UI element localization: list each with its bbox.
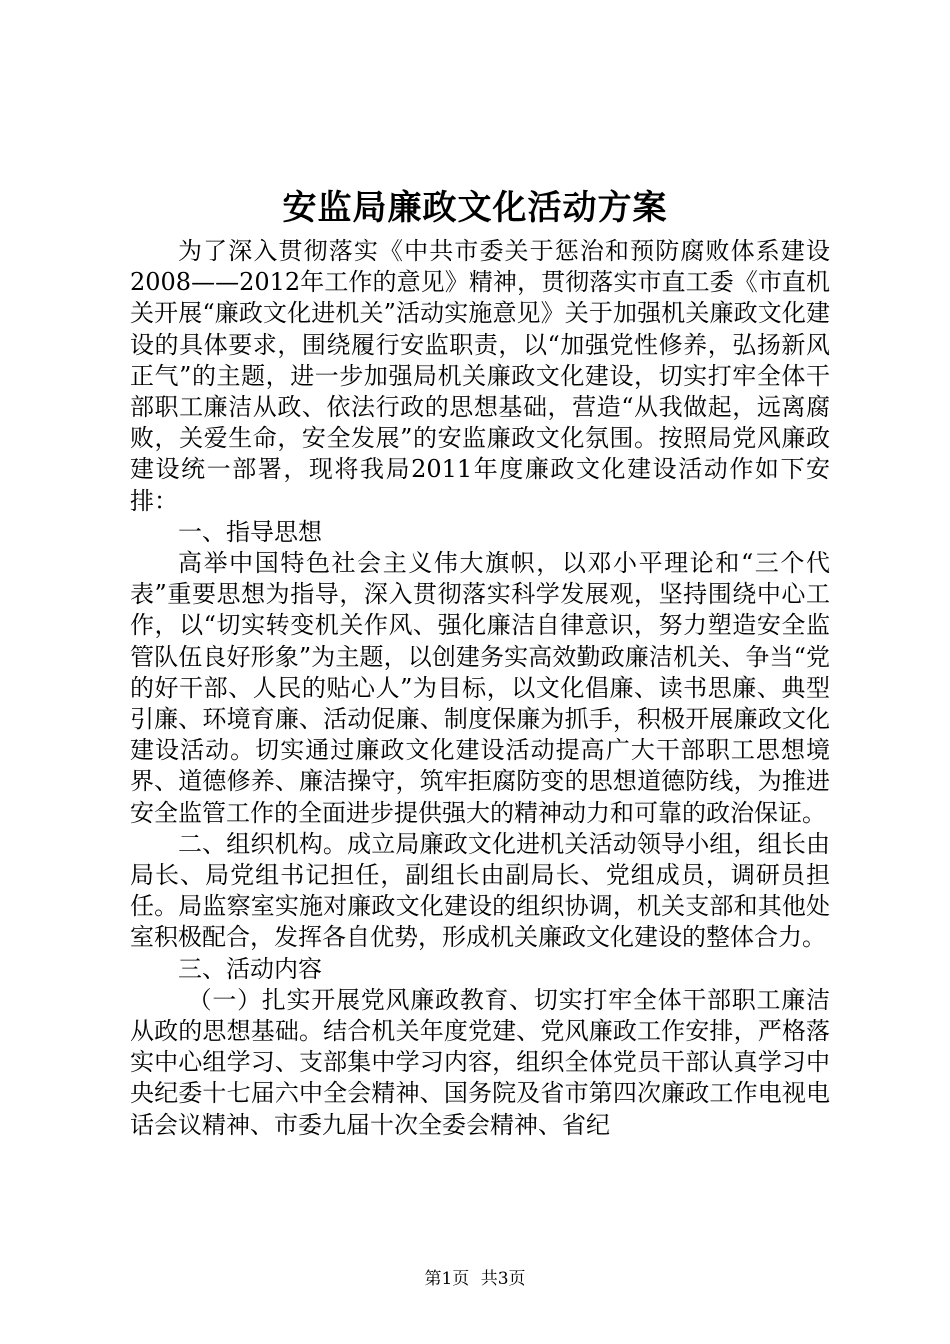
page-total: 共3页 xyxy=(480,1269,526,1289)
activity-item-1-paragraph: （一）扎实开展党风廉政教育、切实打牢全体干部职工廉洁从政的思想基础。结合机关年度党建、党风廉政工作安排，严格落实中心组学习、支部集中学习内容，组织全体党员干部认真学习中央纪委十七届六中全会精神、国务院及省市第四次廉政工作电视电话会议精神、市委九届十次全委会精神、省纪 xyxy=(130,985,830,1139)
page-footer xyxy=(0,1268,950,1290)
section-heading-guiding-ideology: 一、指导思想 xyxy=(178,517,322,546)
intro-paragraph: 为了深入贯彻落实《中共市委关于惩治和预防腐败体系建设2008——2012年工作的意见》精神，贯彻落实市直工委《市直机关开展“廉政文化进机关”活动实施意见》关于加强机关廉政文化建设的具体要求，围绕履行安监职责，以“加强党性修养，弘扬新风正气”的主题，进一步加强局机关廉政文化建设，切实打牢全体干部职工廉洁从政、依法行政的思想基础，营造“从我做起，远离腐败，关爱生命，安全发展”的安监廉政文化氛围。按照局党风廉政建设统一部署，现将我局2011年度廉政文化建设活动作如下安排： xyxy=(130,237,830,515)
organization-paragraph: 二、组织机构。成立局廉政文化进机关活动领导小组，组长由局长、局党组书记担任，副组长由副局长、党组成员，调研员担任。局监察室实施对廉政文化建设的组织协调，机关支部和其他处室积极配合，发挥各自优势，形成机关廉政文化建设的整体合力。 xyxy=(130,829,830,952)
guiding-ideology-paragraph: 高举中国特色社会主义伟大旗帜，以邓小平理论和“三个代表”重要思想为指导，深入贯彻落实科学发展观，坚持围绕中心工作，以“切实转变机关作风、强化廉洁自律意识，努力塑造安全监管队伍良好形象”为主题，以创建务实高效勤政廉洁机关、争当“党的好干部、人民的贴心人”为目标，以文化倡廉、读书思廉、典型引廉、环境育廉、活动促廉、制度保廉为抓手，积极开展廉政文化建设活动。切实通过廉政文化建设活动提高广大干部职工思想境界、道德修养、廉洁操守，筑牢拒腐防变的思想道德防线，为推进安全监管工作的全面进步提供强大的精神动力和可靠的政治保证。 xyxy=(130,549,830,827)
document-body xyxy=(130,236,830,1141)
document-title: 安监局廉政文化活动方案 xyxy=(282,188,668,228)
section-heading-activity-content: 三、活动内容 xyxy=(178,954,322,983)
page-number: 第1页 xyxy=(424,1269,470,1289)
